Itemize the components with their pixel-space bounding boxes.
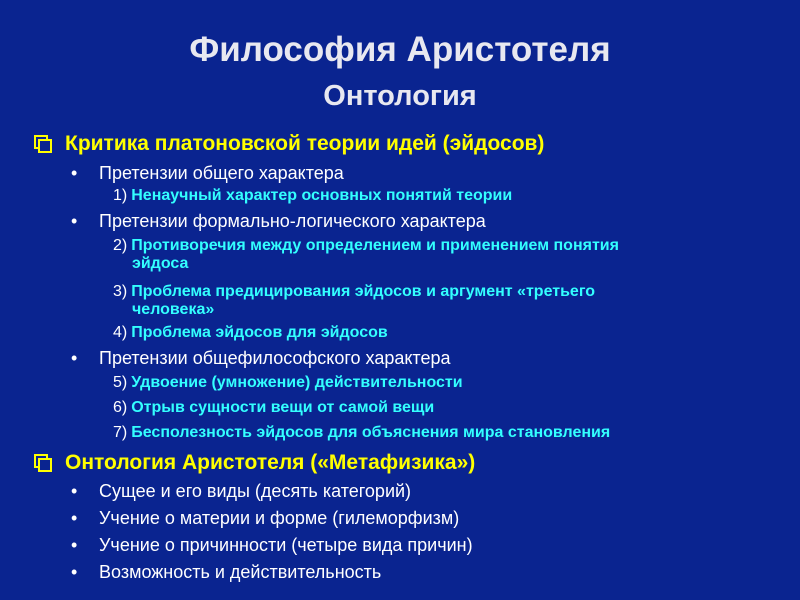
checkbox-bullet-icon xyxy=(34,135,49,150)
list-item-text: Учение о материи и форме (гилеморфизм) xyxy=(99,508,460,528)
bullet-dot-icon: • xyxy=(71,163,78,183)
list-item-text: Претензии формально-логического характера xyxy=(99,211,486,231)
item-text-continuation: человека» xyxy=(132,301,215,318)
item-number: 7) xyxy=(113,424,128,441)
numbered-item xyxy=(113,424,753,442)
slide-title: Философия Аристотеля xyxy=(189,30,611,69)
section-heading-text: Онтология Аристотеля («Метафизика») xyxy=(65,451,476,474)
checkbox-bullet-icon xyxy=(34,454,49,469)
list-item xyxy=(71,162,344,184)
item-text-continuation: эйдоса xyxy=(132,255,189,272)
numbered-item xyxy=(113,237,753,273)
item-text: Проблема предицирования эйдосов и аргумент «третьего xyxy=(131,283,596,300)
section-heading-text: Критика платоновской теории идей (эйдосов) xyxy=(65,132,545,155)
item-number: 2) xyxy=(113,237,128,254)
numbered-item xyxy=(113,187,753,205)
list-item-text: Претензии общего характера xyxy=(99,163,344,183)
item-number: 4) xyxy=(113,324,128,341)
slide-subtitle: Онтология xyxy=(323,80,477,112)
bullet-dot-icon: • xyxy=(71,211,78,231)
item-number: 5) xyxy=(113,374,128,391)
item-text: Проблема эйдосов для эйдосов xyxy=(131,324,388,341)
list-item xyxy=(71,561,381,583)
section-heading-ontology xyxy=(34,450,475,476)
item-number: 1) xyxy=(113,187,128,204)
list-item xyxy=(71,480,411,502)
numbered-item xyxy=(113,283,753,319)
item-text: Ненаучный характер основных понятий теории xyxy=(131,187,513,204)
list-item-text: Сущее и его виды (десять категорий) xyxy=(99,481,412,501)
section-heading-critique xyxy=(34,131,544,157)
item-text: Бесполезность эйдосов для объяснения мира становления xyxy=(131,424,611,441)
list-item xyxy=(71,347,451,369)
numbered-item xyxy=(113,324,753,342)
numbered-item xyxy=(113,374,753,392)
list-item xyxy=(71,534,473,556)
list-item-text: Претензии общефилософского характера xyxy=(99,348,451,368)
item-text: Отрыв сущности вещи от самой вещи xyxy=(131,399,435,416)
bullet-dot-icon: • xyxy=(71,562,78,582)
list-item xyxy=(71,507,459,529)
item-text: Противоречия между определением и применением понятия xyxy=(131,237,619,254)
bullet-dot-icon: • xyxy=(71,348,78,368)
list-item-text: Возможность и действительность xyxy=(99,562,382,582)
bullet-dot-icon: • xyxy=(71,535,78,555)
item-number: 6) xyxy=(113,399,128,416)
bullet-dot-icon: • xyxy=(71,481,78,501)
list-item-text: Учение о причинности (четыре вида причин) xyxy=(99,535,473,555)
numbered-item xyxy=(113,399,753,417)
item-number: 3) xyxy=(113,283,128,300)
bullet-dot-icon: • xyxy=(71,508,78,528)
item-text: Удвоение (умножение) действительности xyxy=(131,374,463,391)
list-item xyxy=(71,210,486,232)
